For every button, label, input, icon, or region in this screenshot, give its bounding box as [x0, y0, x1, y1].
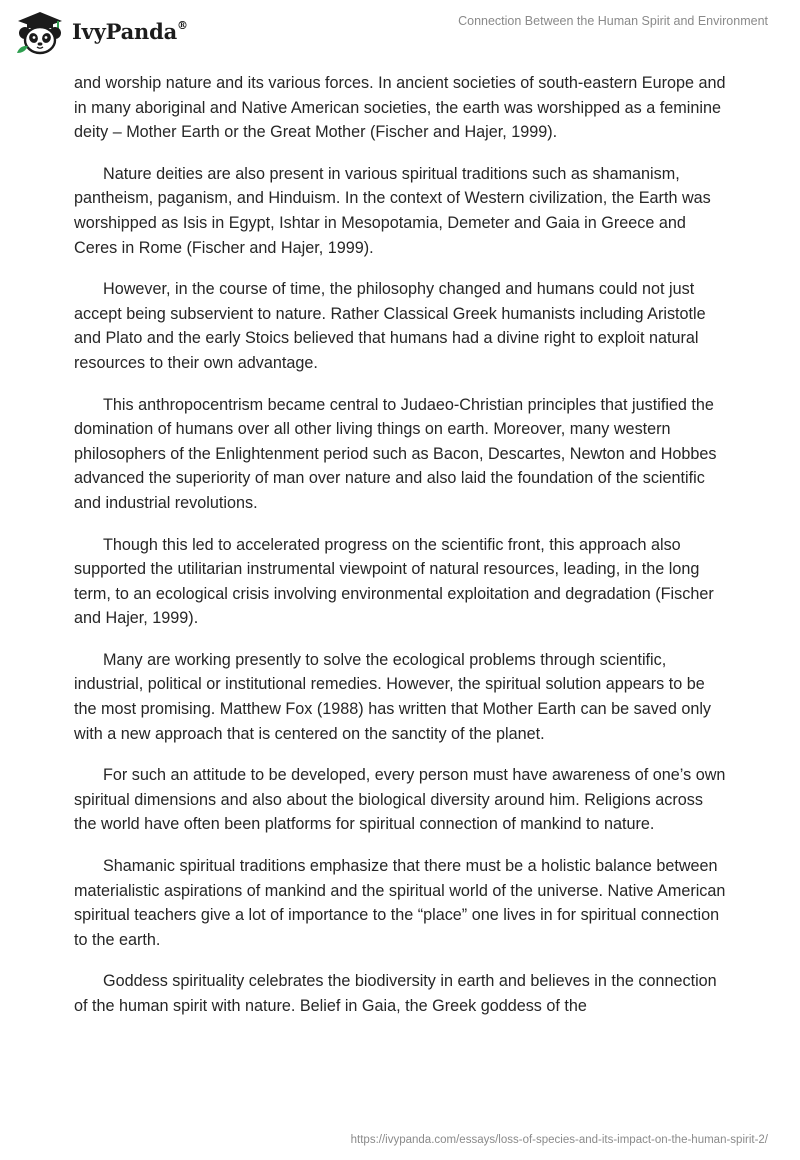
panda-graduate-logo-icon: [14, 9, 66, 57]
paragraph: This anthropocentrism became central to Judaeo-Christian principles that justified the domination of humans over all other living things on earth. Moreover, many western philosophers of the Enlightenment period such as Bacon, Descartes, Newton and Hobbes advanced the superiority of man over nature and also laid the foundation of the scientific and industrial revolutions.: [74, 395, 717, 512]
registered-mark: ®: [177, 18, 188, 32]
paragraph: and worship nature and its various forces. In ancient societies of south-eastern Europe and in many aboriginal and Native American societies, the earth was worshipped as a feminine deity – Mother Earth or the Great Mother (Fischer and Hajer, 1999).: [74, 74, 726, 142]
essay-body: [74, 71, 729, 1036]
source-url[interactable]: https://ivypanda.com/essays/loss-of-species-and-its-impact-on-the-human-spirit-2/: [350, 1134, 768, 1146]
ivypanda-logo[interactable]: [14, 8, 188, 58]
paragraph: Many are working presently to solve the ecological problems through scientific, industrial, political or institutional remedies. However, the spiritual solution appears to be the most promising. Matthew Fox (1988) has written that Mother Earth can be saved only with a new approach that is centered on the sanctity of the planet.: [74, 650, 712, 743]
paragraph: Shamanic spiritual traditions emphasize that there must be a holistic balance between materialistic aspirations of mankind and the spiritual world of the universe. Native American spiritual teachers give a lot of importance to the “place” one lives in for spiritual connection to the earth.: [74, 857, 726, 949]
paragraph: Goddess spirituality celebrates the biodiversity in earth and believes in the connection of the human spirit with nature. Belief in Gaia, the Greek goddess of the: [74, 972, 717, 1015]
paragraph: Though this led to accelerated progress on the scientific front, this approach also supported the utilitarian instrumental viewpoint of natural resources, leading, in the long term, to an ecological crisis involving environmental exploitation and degradation (Fischer and Hajer, 1999).: [74, 535, 714, 628]
page-header: [0, 0, 800, 70]
brand-name: IvyPanda®: [72, 18, 188, 44]
paragraph: However, in the course of time, the philosophy changed and humans could not just accept being subservient to nature. Rather Classical Greek humanists including Aristotle and Plato and the early Stoics believed that humans had a divine right to exploit natural resources to their own advantage.: [74, 280, 706, 372]
paragraph: For such an attitude to be developed, every person must have awareness of one’s own spiritual dimensions and also about the biological diversity around him. Religions across the world have often been platforms for spiritual connection of mankind to nature.: [74, 766, 726, 834]
paragraph: Nature deities are also present in various spiritual traditions such as shamanism, pantheism, paganism, and Hinduism. In the context of Western civilization, the Earth was worshipped as Isis in Egypt, Ishtar in Mesopotamia, Demeter and Gaia in Greece and Ceres in Rome (Fischer and Hajer, 1999).: [74, 164, 711, 257]
document-title: Connection Between the Human Spirit and Environment: [458, 14, 768, 28]
